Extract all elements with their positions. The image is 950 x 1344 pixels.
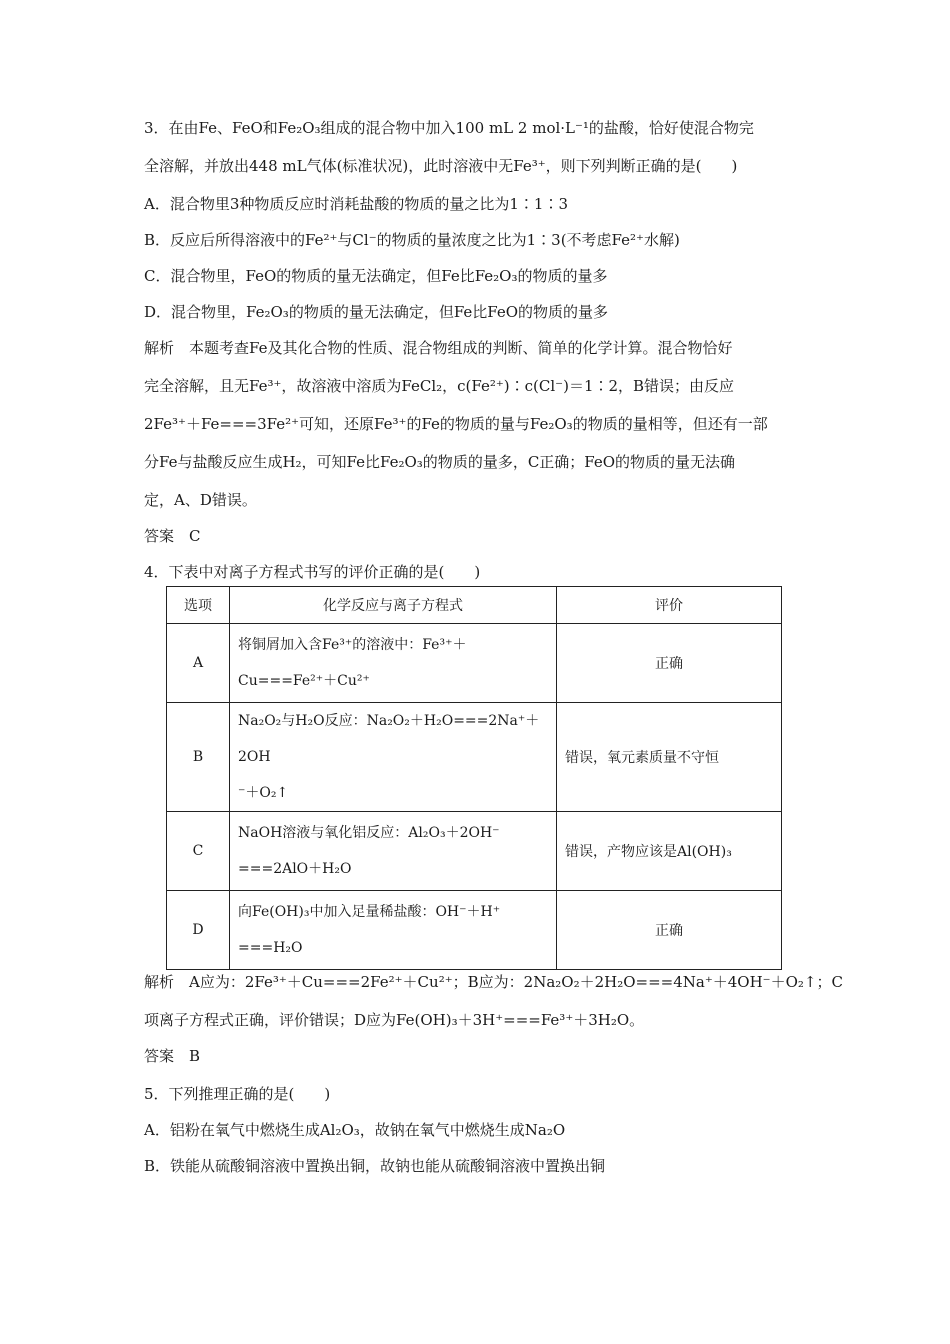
q5-stem: 5．下列推理正确的是( ) — [144, 1085, 331, 1103]
q3-option-b: B．反应后所得溶液中的Fe²⁺与Cl⁻的物质的量浓度之比为1∶3(不考虑Fe²⁺水解) — [144, 231, 680, 249]
header-evaluation: 评价 — [557, 587, 782, 624]
q4-analysis-line-2: 项离子方程式正确，评价错误；D应为Fe(OH)₃＋3H⁺===Fe³⁺＋3H₂O。 — [144, 1011, 645, 1029]
row-option: B — [167, 703, 230, 812]
q3-stem-line-1: 3．在由Fe、FeO和Fe₂O₃组成的混合物中加入100 mL 2 mol·L⁻¹的盐酸，恰好使混合物完 — [144, 119, 754, 137]
q5-option-a: A．铝粉在氧气中燃烧生成Al₂O₃，故钠在氧气中燃烧生成Na₂O — [144, 1121, 566, 1139]
q3-analysis-line-4: 分Fe与盐酸反应生成H₂，可知Fe比Fe₂O₃的物质的量多，C正确；FeO的物质的量无法确 — [144, 453, 736, 471]
row-reaction — [230, 812, 557, 891]
header-option: 选项 — [167, 587, 230, 624]
q3-analysis-line-3: 2Fe³⁺＋Fe===3Fe²⁺可知，还原Fe³⁺的Fe的物质的量与Fe₂O₃的物质的量相等，但还有一部 — [144, 415, 768, 433]
q3-option-a: A．混合物里3种物质反应时消耗盐酸的物质的量之比为1∶1∶3 — [144, 195, 569, 213]
ion-equation-table — [166, 586, 782, 970]
q4-stem: 4．下表中对离子方程式书写的评价正确的是( ) — [144, 563, 481, 581]
row-option: C — [167, 812, 230, 891]
table-row — [167, 812, 782, 891]
reaction-line: Cu===Fe²⁺＋Cu²⁺ — [238, 673, 370, 689]
table-row — [167, 891, 782, 970]
table-row — [167, 703, 782, 812]
row-reaction — [230, 891, 557, 970]
page-content — [144, 118, 843, 1192]
q3-answer: 答案 C — [144, 527, 201, 545]
row-evaluation: 错误，氧元素质量不守恒 — [557, 703, 782, 812]
q3-option-c: C．混合物里，FeO的物质的量无法确定，但Fe比Fe₂O₃的物质的量多 — [144, 267, 608, 285]
reaction-line: ===H₂O — [238, 940, 303, 956]
reaction-line: ===2AlO＋H₂O — [238, 861, 352, 877]
q3-stem-line-2: 全溶解，并放出448 mL气体(标准状况)，此时溶液中无Fe³⁺，则下列判断正确的是( ) — [144, 157, 738, 175]
row-evaluation: 正确 — [557, 891, 782, 970]
q3-analysis-line-1: 解析 本题考查Fe及其化合物的性质、混合物组成的判断、简单的化学计算。混合物恰好 — [144, 339, 733, 357]
table-header-row — [167, 587, 782, 624]
q5-option-b: B．铁能从硫酸铜溶液中置换出铜，故钠也能从硫酸铜溶液中置换出铜 — [144, 1157, 606, 1175]
row-evaluation: 正确 — [557, 624, 782, 703]
header-reaction: 化学反应与离子方程式 — [230, 587, 557, 624]
reaction-line: 向Fe(OH)₃中加入足量稀盐酸：OH⁻＋H⁺ — [238, 904, 501, 920]
row-option: D — [167, 891, 230, 970]
row-option: A — [167, 624, 230, 703]
table-row — [167, 624, 782, 703]
q3-option-d: D．混合物里，Fe₂O₃的物质的量无法确定，但Fe比FeO的物质的量多 — [144, 303, 609, 321]
reaction-line: Na₂O₂与H₂O反应：Na₂O₂＋H₂O===2Na⁺＋2OH — [238, 713, 540, 765]
reaction-line: NaOH溶液与氧化铝反应：Al₂O₃＋2OH⁻ — [238, 825, 500, 841]
row-reaction — [230, 703, 557, 812]
q4-analysis-line-1: 解析 A应为：2Fe³⁺＋Cu===2Fe²⁺＋Cu²⁺；B应为：2Na₂O₂＋2H₂O===4Na⁺＋4OH⁻＋O₂↑；C — [144, 973, 843, 991]
reaction-line: 将铜屑加入含Fe³⁺的溶液中：Fe³⁺＋ — [238, 637, 467, 653]
reaction-line: ⁻＋O₂↑ — [238, 785, 289, 801]
row-evaluation: 错误，产物应该是Al(OH)₃ — [557, 812, 782, 891]
q3-analysis-line-5: 定，A、D错误。 — [144, 491, 257, 509]
row-reaction — [230, 624, 557, 703]
q3-analysis-line-2: 完全溶解，且无Fe³⁺，故溶液中溶质为FeCl₂，c(Fe²⁺)∶c(Cl⁻)＝1∶2，B错误；由反应 — [144, 377, 735, 395]
q4-answer: 答案 B — [144, 1047, 201, 1065]
